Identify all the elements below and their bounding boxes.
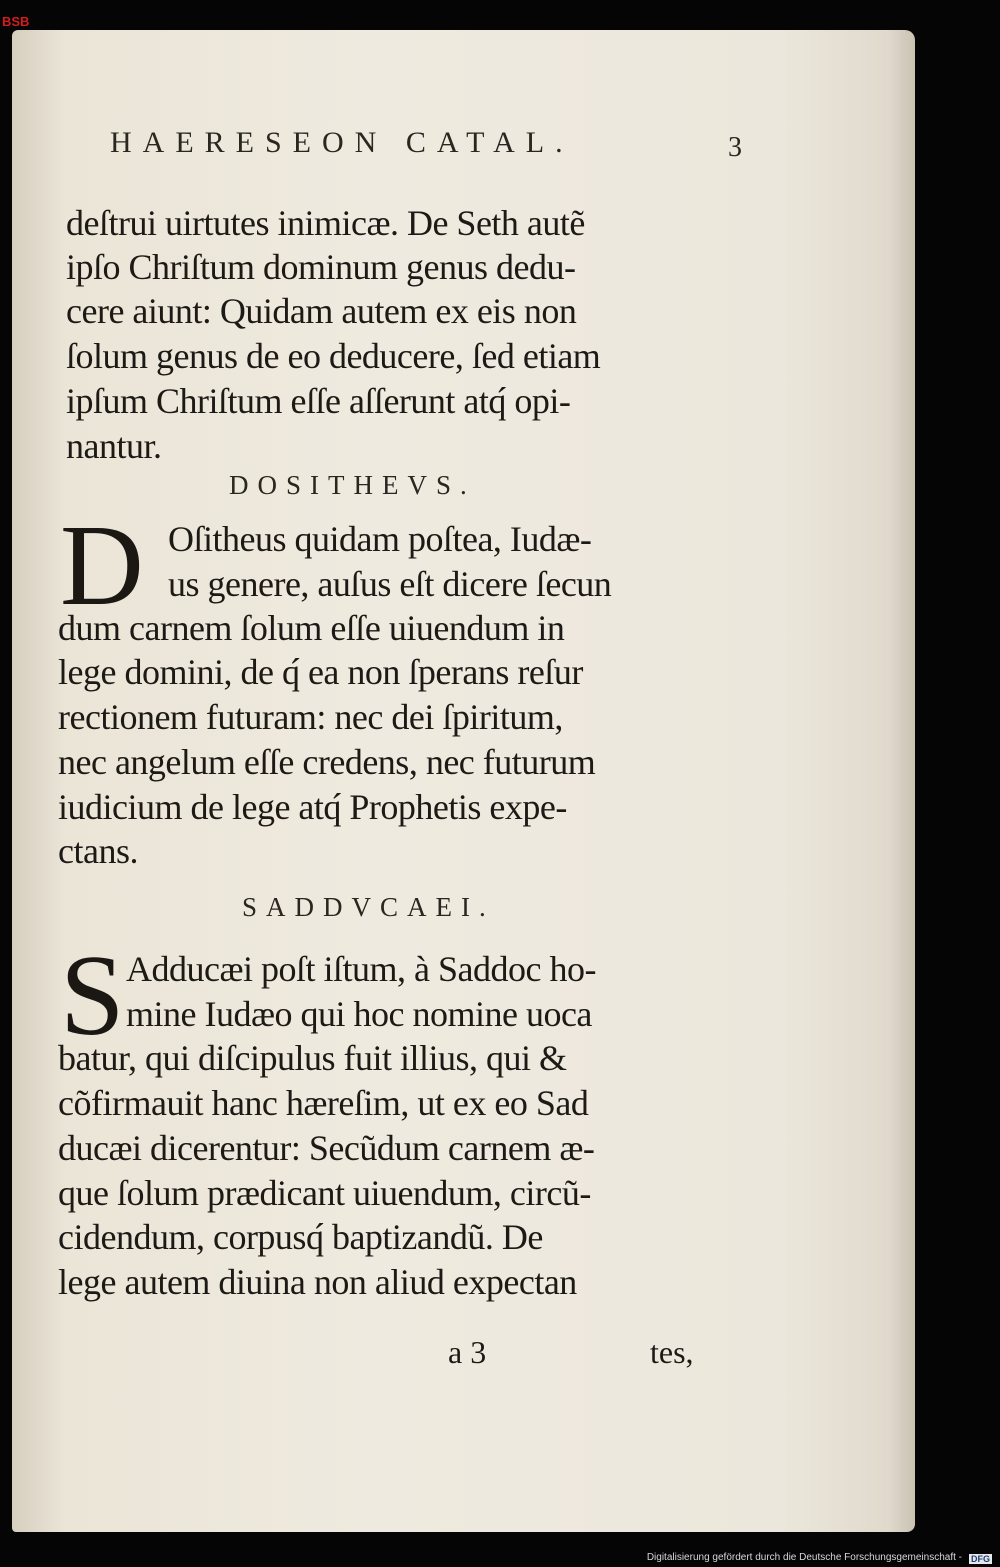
text-line: dum carnem ſolum eſſe uiuendum in bbox=[58, 608, 565, 648]
dropcap-s: S bbox=[60, 932, 125, 1060]
text-line: cere aiunt: Quidam autem ex eis non bbox=[66, 291, 577, 331]
footer-credit: Digitalisierung gefördert durch die Deutsche Forschungsgemeinschaft - bbox=[646, 1552, 962, 1563]
text-line: cidendum, corpusq́ baptizandũ. De bbox=[58, 1217, 543, 1257]
text-line: batur, qui diſcipulus fuit illius, qui & bbox=[58, 1038, 567, 1078]
text-line: rectionem futuram: nec dei ſpiritum, bbox=[58, 697, 563, 737]
text-line: cõfirmauit hanc hæreſim, ut ex eo Sad bbox=[58, 1083, 589, 1123]
signature-mark: a 3 bbox=[448, 1334, 487, 1370]
text-line: deſtrui uirtutes inimicæ. De Seth autẽ bbox=[66, 203, 585, 243]
section-heading-sadducaei: SADDVCAEI. bbox=[242, 892, 495, 922]
text-line: Adducæi poſt iſtum, à Saddoc ho- bbox=[126, 949, 596, 989]
book-page bbox=[12, 30, 915, 1532]
text-line: ſolum genus de eo deducere, ſed etiam bbox=[66, 336, 601, 376]
dropcap-d: D bbox=[60, 502, 144, 630]
text-line: ipſo Chriſtum dominum genus dedu- bbox=[66, 247, 576, 287]
bsb-logo: BSB bbox=[2, 14, 30, 29]
text-line: nantur. bbox=[66, 426, 162, 466]
text-line: lege domini, de q́ ea non ſperans reſur bbox=[58, 652, 583, 692]
text-line: ipſum Chriſtum eſſe aſſerunt atq́ opi- bbox=[66, 381, 571, 421]
text-line: que ſolum prædicant uiuendum, circũ- bbox=[58, 1173, 591, 1213]
dfg-logo: DFG bbox=[971, 1554, 990, 1564]
text-line: us genere, auſus eſt dicere ſecun bbox=[168, 564, 612, 604]
text-line: iudicium de lege atq́ Prophetis expe- bbox=[58, 787, 567, 827]
text-line: Oſitheus quidam poſtea, Iudæ- bbox=[168, 519, 592, 559]
text-line: mine Iudæo qui hoc nomine uoca bbox=[126, 994, 592, 1034]
text-line: lege autem diuina non aliud expectan bbox=[58, 1262, 577, 1302]
page-number: 3 bbox=[728, 132, 742, 163]
text-line: nec angelum eſſe credens, nec futurum bbox=[58, 742, 596, 782]
text-line: ducæi dicerentur: Secũdum carnem æ- bbox=[58, 1128, 595, 1168]
catchword: tes, bbox=[650, 1334, 694, 1370]
running-head: HAERESEON CATAL. bbox=[110, 126, 574, 159]
section-heading-dositheus: DOSITHEVS. bbox=[229, 470, 476, 500]
text-line: ctans. bbox=[58, 831, 138, 871]
